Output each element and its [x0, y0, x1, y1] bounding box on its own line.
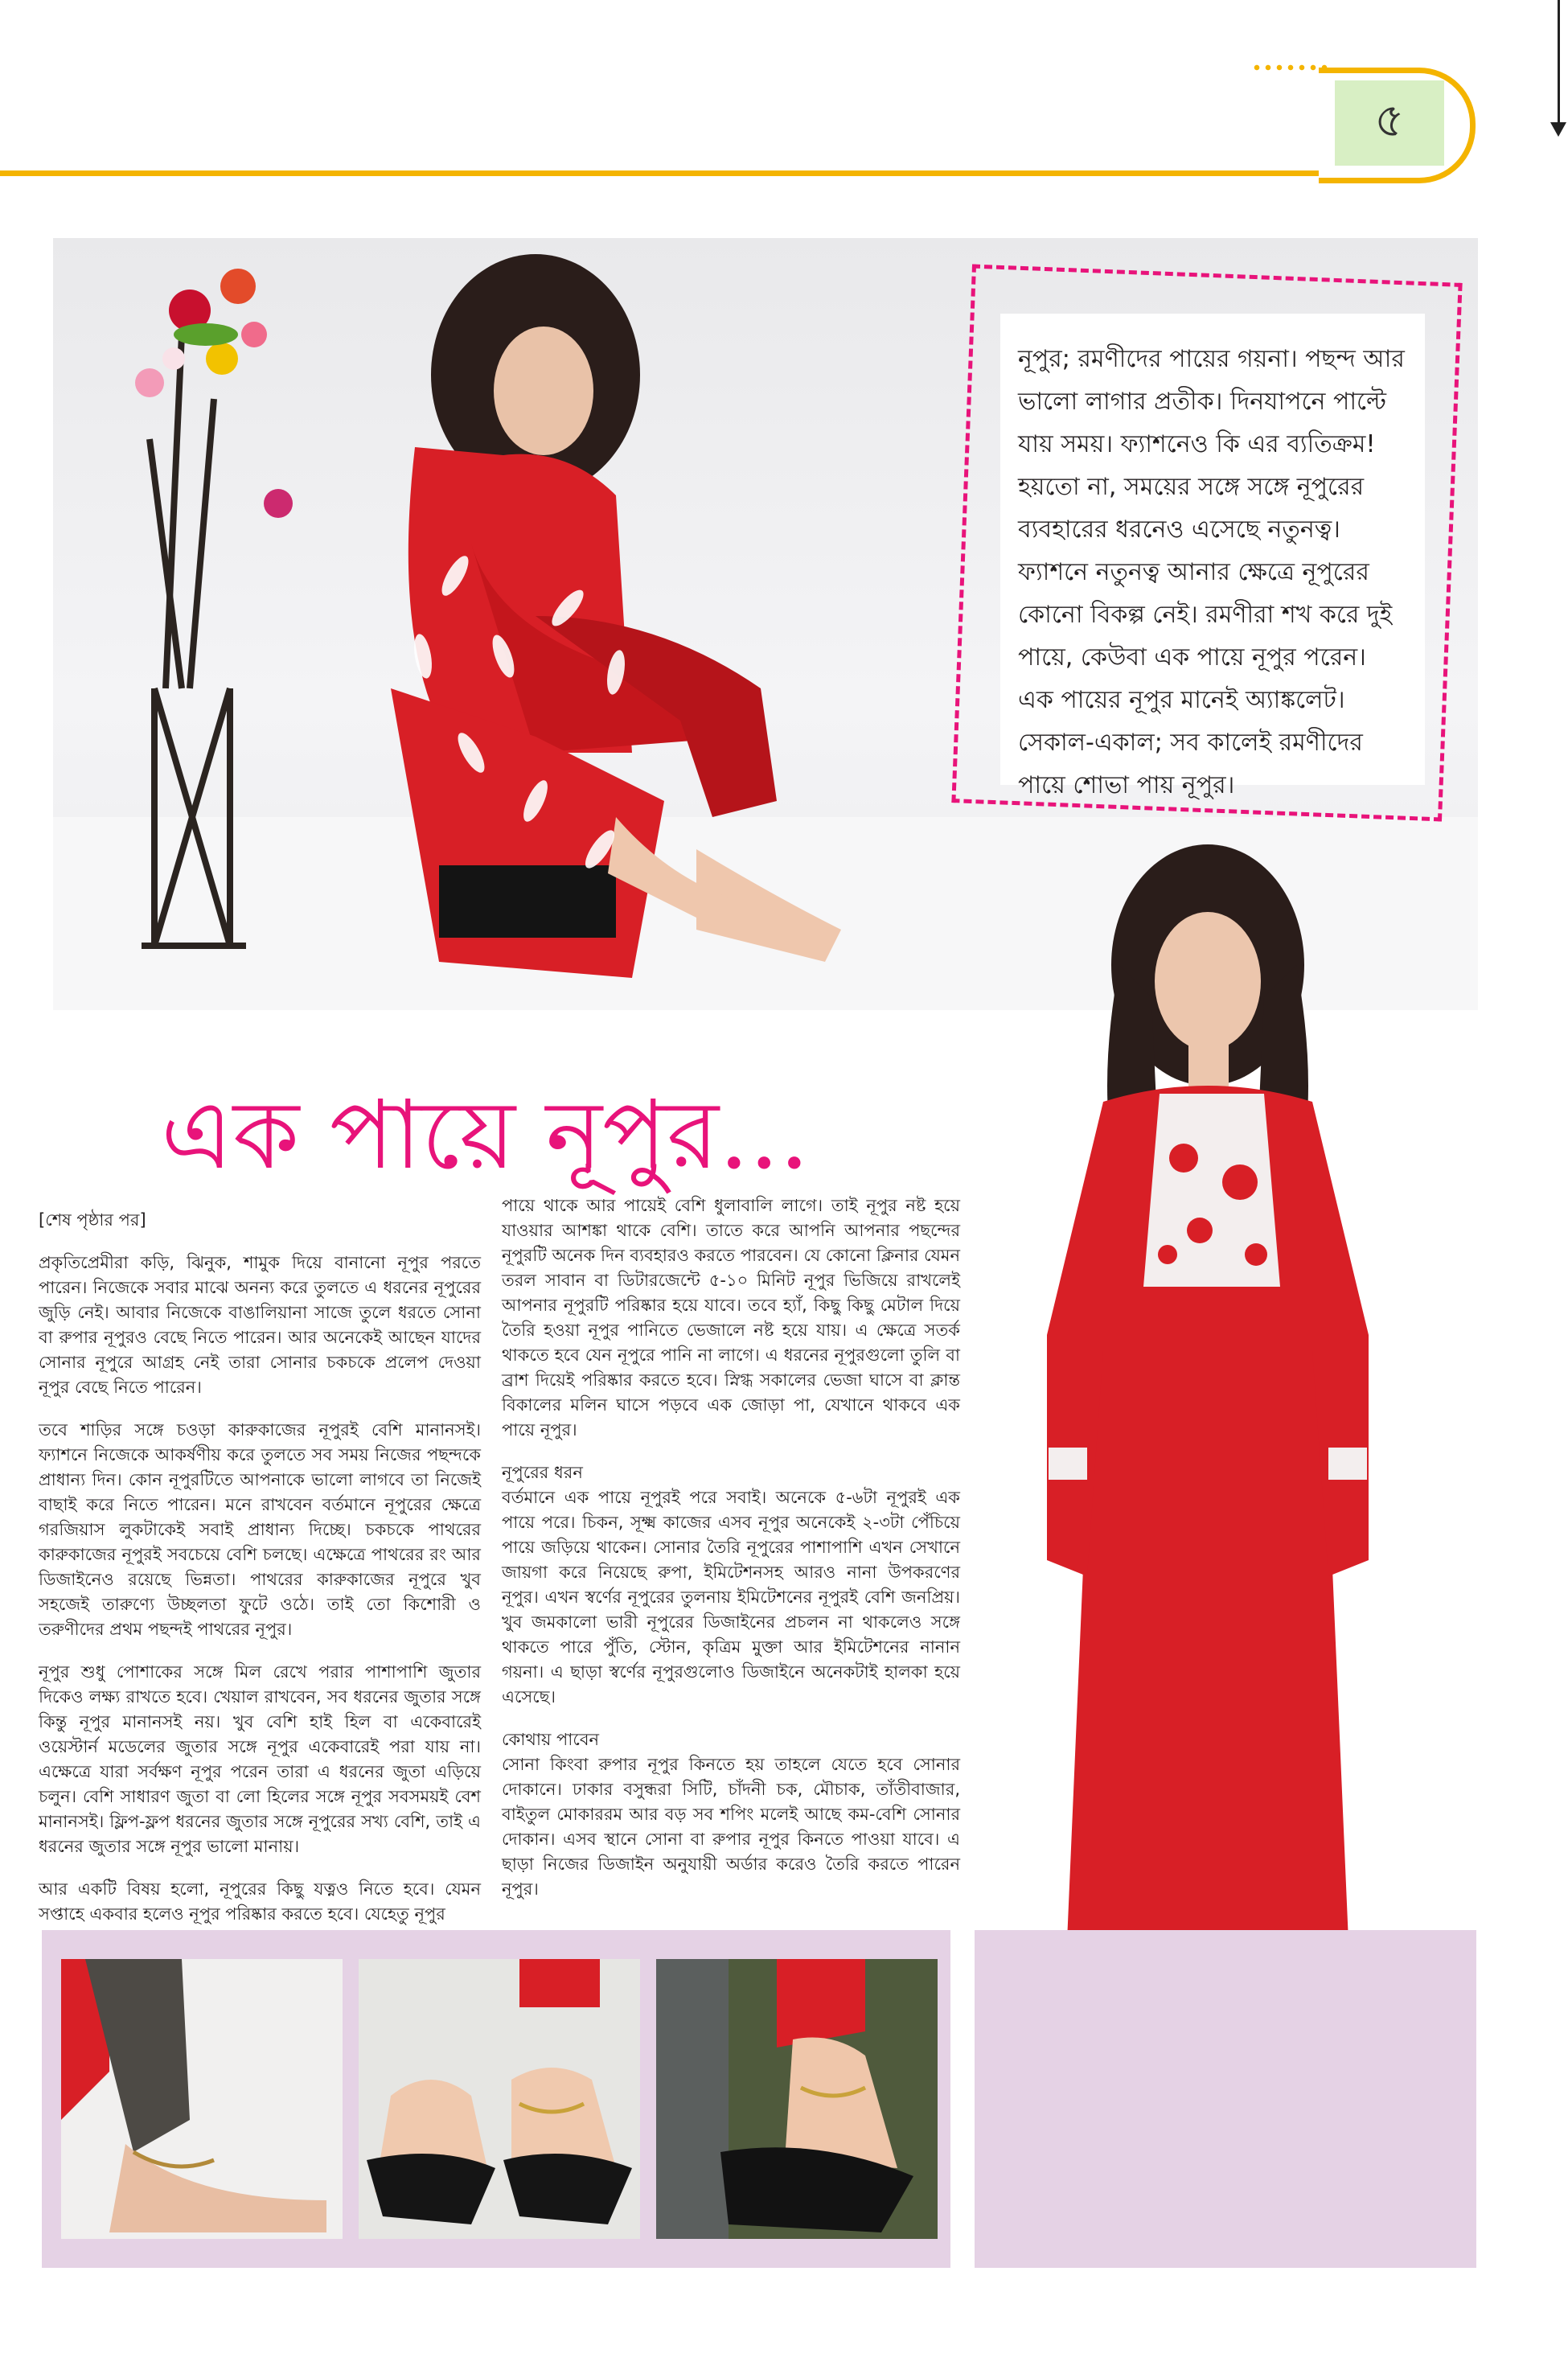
paragraph: সোনা কিংবা রুপার নূপুর কিনতে হয় তাহলে যেতে হবে সোনার দোকানে। ঢাকার বসুন্ধরা সিটি, চাঁদনী চক, মৌচাক, তাঁতীবাজার, বাইতুল মোকাররম আর বড় সব শপিং মলেই আছে কম-বেশি সোনার দোকান। এসব স্থানে সোনা বা রুপার নূপুর কিনতে পাওয়া যাবে। এ ছাড়া নিজের ডিজাইন অনুযায়ী অর্ডার করেও তৈরি করতে পারেন নূপুর। [502, 1755, 960, 1899]
down-arrow-icon [1558, 0, 1560, 127]
article-title: এক পায়ে নূপুর... [161, 1079, 810, 1190]
anklet-photo-3 [656, 1959, 938, 2239]
page-number: ৫ [1335, 80, 1444, 166]
anklet-photo-1 [61, 1959, 343, 2239]
paragraph: তবে শাড়ির সঙ্গে চওড়া কারুকাজের নূপুরই বেশি মানানসই। ফ্যাশনে নিজেকে আকর্ষণীয় করে তুলতে সব সময় নিজের পছন্দকে প্রাধান্য দিন। কোন নূপুরটিতে আপনাকে ভালো লাগবে তা নিজেই বাছাই করে নিতে পারেন। মনে রাখবেন বর্তমানে নূপুরের ক্ষেত্রে গরজিয়াস লুকটাকেই সবাই প্রাধান্য দিচ্ছে। চকচকে পাথরের কারুকাজের নূপুরই সবচেয়ে বেশি চলছে। এক্ষেত্রে পাথরের রং আর ডিজাইনেও রয়েছে ভিন্নতা। পাথরের কারুকাজের নূপুরে খুব সহজেই তারুণ্যে উচ্ছলতা ফুটে ওঠে। তাই তো কিশোরী ও তরুণীদের প্রথম পছন্দই পাথরের নূপুর। [39, 1420, 481, 1639]
paragraph: প্রকৃতিপ্রেমীরা কড়ি, ঝিনুক, শামুক দিয়ে বানানো নূপুর পরতে পারেন। নিজেকে সবার মাঝে অনন্য করে তুলতে এ ধরনের নূপুরের জুড়ি নেই। আবার নিজেকে বাঙালিয়ানা সাজে তুলে ধরতে সোনা বা রুপার নূপুরও বেছে নিতে পারেন। আর অনেকেই আছেন যাদের সোনার নূপুরে আগ্রহ নেই তারা সোনার চকচকে প্রলেপ দেওয়া নূপুর বেছে নিতে পারেন। [39, 1253, 481, 1397]
section-heading: নূপুরের ধরন [502, 1463, 583, 1482]
header-rule [0, 170, 1351, 176]
anklet-foot-illustration [61, 1959, 343, 2239]
paragraph: নূপুর শুধু পোশাকের সঙ্গে মিল রেখে পরার পাশাপাশি জুতার দিকেও লক্ষ্য রাখতে হবে। খেয়াল রাখবেন, সব ধরনের জুতার সঙ্গে কিন্তু নূপুর মানানসই নয়। খুব বেশি হাই হিল বা একেবারেই ওয়েস্টার্ন মডেলের জুতার সঙ্গে নূপুর একেবারেই পরা যায় না। এক্ষেত্রে যারা সর্বক্ষণ নূপুর পরেন তারা এ ধরনের জুতা এড়িয়ে চলুন। বেশি সাধারণ জুতা বা লো হিলের সঙ্গে নূপুর সবসময়ই বেশ মানানসই। ফ্লিপ-ফ্লপ ধরনের জুতার সঙ্গে নূপুরের সখ্য বেশি, তাই এ ধরনের জুতার সঙ্গে নূপুর ভালো মানায়। [39, 1662, 481, 1856]
paragraph: আর একটি বিষয় হলো, নূপুরের কিছু যত্নও নিতে হবে। যেমন সপ্তাহে একবার হলেও নূপুর পরিষ্কার করতে হবে। যেহেতু নূপুর [39, 1879, 481, 1924]
flowers [135, 269, 293, 518]
photo-strip-right [975, 1930, 1476, 2268]
body-column-1 [39, 1208, 481, 1932]
paragraph: বর্তমানে এক পায়ে নূপুরই পরে সবাই। অনেকে ৫-৬টা নূপুরই এক পায়ে পরে। চিকন, সূক্ষ্ম কাজের এসব নূপুর অনেকেই ২-৩টা পেঁচিয়ে পায়ে জড়িয়ে থাকেন। সোনার তৈরি নূপুরের পাশাপাশি এখন সেখানে জায়গা করে নিয়েছে রুপা, ইমিটেশনসহ আরও নানা উপকরণের নূপুর। এখন স্বর্ণের নূপুরের তুলনায় ইমিটেশনের নূপুরই বেশি জনপ্রিয়। খুব জমকালো ভারী নূপুরের ডিজাইনের প্রচলন না থাকলেও সঙ্গে থাকতে পারে পুঁতি, স্টোন, কৃত্রিম মুক্তা আর ইমিটেশনের নানান গয়না। এ ছাড়া স্বর্ণের নূপুরগুলোও ডিজাইনে অনেকটাই হালকা হয়ে এসেছে। [502, 1488, 960, 1707]
paragraph: পায়ে থাকে আর পায়েই বেশি ধুলাবালি লাগে। তাই নূপুর নষ্ট হয়ে যাওয়ার আশঙ্কা থাকে বেশি। তাতে করে আপনি আপনার পছন্দের নূপুরটি অনেক দিন ব্যবহারও করতে পারবেন। যে কোনো ক্লিনার যেমন তরল সাবান বা ডিটারজেন্টে ৫-১০ মিনিট নূপুর ভিজিয়ে রাখলেই আপনার নূপুরটি পরিষ্কার হয়ে যাবে। তবে হ্যাঁ, কিছু কিছু মেটাল দিয়ে তৈরি হওয়া নূপুর পানিতে ভেজালে নষ্ট হয়ে যায়। এ ক্ষেত্রে সতর্ক থাকতে হবে যেন নূপুরে পানি না লাগে। এ ধরনের নূপুরগুলো তুলি বা ব্রাশ দিয়েই পরিষ্কার করতে হবে। স্নিগ্ধ সকালের ভেজা ঘাসে বা ক্লান্ত বিকালের মলিন ঘাসে পড়বে এক জোড়া পা, যেখানে থাকবে এক পায়ে নূপুর। [502, 1196, 960, 1440]
down-arrow-head [1550, 122, 1566, 137]
anklet-heels-illustration [359, 1959, 640, 2239]
anklet-heel-illustration [656, 1959, 938, 2239]
body-column-2 [502, 1193, 960, 1917]
section-heading: কোথায় পাবেন [502, 1730, 600, 1749]
intro-text: নূপুর; রমণীদের পায়ের গয়না। পছন্দ আর ভালো লাগার প্রতীক। দিনযাপনে পাল্টে যায় সময়। ফ্যাশনেও কি এর ব্যতিক্রম! হয়তো না, সময়ের সঙ্গে সঙ্গে নূপুরের ব্যবহারের ধরনেও এসেছে নতুনত্ব। ফ্যাশনে নতুনত্ব আনার ক্ষেত্রে নূপুরের কোনো বিকল্প নেই। রমণীরা শখ করে দুই পায়ে, কেউবা এক পায়ে নূপুর পরেন। এক পায়ের নূপুর মানেই অ্যাঙ্কলেট। সেকাল-একাল; সব কালেই রমণীদের পায়ে শোভা পায় নূপুর। [1000, 314, 1425, 785]
anklet-photo-2 [359, 1959, 640, 2239]
continued-note: [শেষ পৃষ্ঠার পর] [39, 1210, 146, 1230]
